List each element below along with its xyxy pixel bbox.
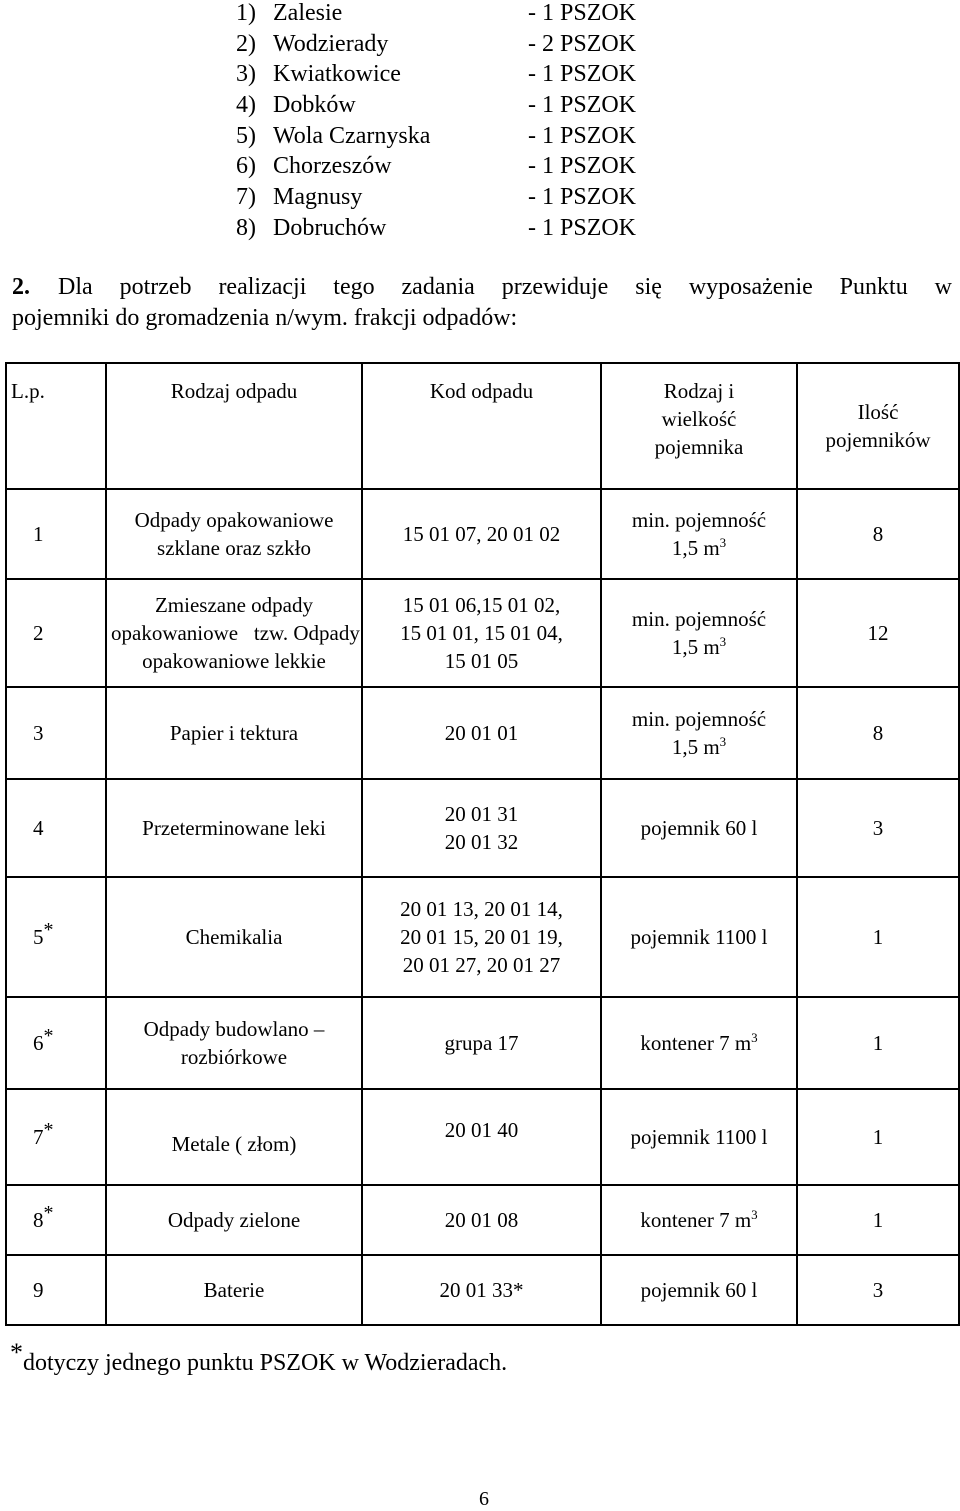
cell-pojemnik: pojemnik 1100 l (601, 1089, 797, 1185)
cell-lp: 7* (6, 1089, 106, 1185)
cell-rodzaj: Odpady budowlano – rozbiórkowe (106, 997, 362, 1089)
cell-lp: 2 (6, 579, 106, 687)
cell-ilosc: 12 (797, 579, 959, 687)
header-pojemnik: Rodzaj i wielkość pojemnika (601, 363, 797, 489)
footnote-text: dotyczy jednego punktu PSZOK w Wodzieradach. (23, 1350, 508, 1376)
cell-rodzaj: Odpady zielone (106, 1185, 362, 1255)
table-row (6, 579, 959, 687)
list-item-count: - 1 PSZOK (528, 122, 637, 149)
footnote-star: * (43, 1119, 54, 1141)
table-row (6, 1185, 959, 1255)
table-header-row (6, 363, 959, 489)
cell-kod: 20 01 40 (362, 1089, 601, 1185)
paragraph-word: się (635, 274, 662, 300)
list-item-count: - 1 PSZOK (528, 214, 637, 241)
header-rodzaj: Rodzaj odpadu (106, 363, 362, 489)
list-item-count: - 1 PSZOK (528, 184, 637, 211)
footnote-star: * (10, 1338, 23, 1367)
list-item-number: 6) (236, 153, 256, 180)
list-item-number: 7) (236, 184, 256, 211)
list-item-town: Wola Czarnyska (273, 122, 431, 149)
paragraph-word: potrzeb (119, 274, 192, 300)
header-ilosc: Ilość pojemników (797, 363, 959, 489)
cell-kod: 20 01 08 (362, 1185, 601, 1255)
cell-pojemnik: min. pojemność 1,5 $m^3$ (601, 687, 797, 779)
cell-pojemnik: pojemnik 60 l (601, 1255, 797, 1325)
list-item-town: Dobków (273, 92, 356, 119)
waste-table (5, 362, 960, 1326)
cell-rodzaj: Odpady opakowaniowe szklane oraz szkło (106, 489, 362, 579)
cell-pojemnik: kontener 7 $m^3$ (601, 1185, 797, 1255)
list-item-count: - 1 PSZOK (528, 61, 637, 88)
cell-ilosc: 1 (797, 997, 959, 1089)
cell-kod: 15 01 07, 20 01 02 (362, 489, 601, 579)
cell-ilosc: 8 (797, 687, 959, 779)
cell-kod: 20 01 33* (362, 1255, 601, 1325)
table-row (6, 877, 959, 997)
cell-ilosc: 3 (797, 779, 959, 877)
list-item-town: Zalesie (273, 0, 343, 26)
cell-pojemnik: kontener 7 $m^3$ (601, 997, 797, 1089)
page-number: 6 (479, 1488, 489, 1510)
cell-pojemnik: pojemnik 60 l (601, 779, 797, 877)
paragraph-line-2: pojemniki do gromadzenia n/wym. frakcji odpadów: (12, 305, 518, 331)
table-row (6, 997, 959, 1089)
cell-lp: 6* (6, 997, 106, 1089)
list-item-town: Wodzierady (273, 30, 389, 57)
cell-lp: 5* (6, 877, 106, 997)
cell-lp: 9 (6, 1255, 106, 1325)
table-row (6, 779, 959, 877)
paragraph-word: przewiduje (501, 274, 609, 300)
footnote-star: * (43, 1025, 54, 1047)
cell-lp: 4 (6, 779, 106, 877)
footnote-star: * (43, 1202, 54, 1224)
cell-ilosc: 1 (797, 1185, 959, 1255)
table-row (6, 687, 959, 779)
cell-pojemnik: min. pojemność 1,5 $m^3$ (601, 579, 797, 687)
list-item-number: 3) (236, 61, 256, 88)
paragraph-line-1 (12, 272, 952, 303)
cell-ilosc: 8 (797, 489, 959, 579)
paragraph-word: realizacji (218, 274, 307, 300)
list-item-count: - 1 PSZOK (528, 92, 637, 119)
list-item-town: Chorzeszów (273, 153, 392, 180)
section-paragraph (12, 272, 952, 334)
cell-ilosc: 1 (797, 1089, 959, 1185)
cell-ilosc: 1 (797, 877, 959, 997)
cell-kod: 15 01 06,15 01 02, 15 01 01, 15 01 04, 15 01 05 (362, 579, 601, 687)
list-item-count: - 1 PSZOK (528, 153, 637, 180)
paragraph-word: wyposażenie (688, 274, 813, 300)
header-kod: Kod odpadu (362, 363, 601, 489)
table-row (6, 1089, 959, 1185)
cell-rodzaj: Przeterminowane leki (106, 779, 362, 877)
list-item-number: 5) (236, 122, 256, 149)
list-item-number: 8) (236, 214, 256, 241)
list-item-count: - 1 PSZOK (528, 0, 637, 26)
cell-pojemnik: min. pojemność 1,5 $m^3$ (601, 489, 797, 579)
list-item-count: - 2 PSZOK (528, 30, 637, 57)
list-item-town: Kwiatkowice (273, 61, 401, 88)
table-row (6, 489, 959, 579)
cell-kod: 20 01 13, 20 01 14, 20 01 15, 20 01 19, 20 01 27, 20 01 27 (362, 877, 601, 997)
cell-lp: 8* (6, 1185, 106, 1255)
paragraph-word: zadania (401, 274, 475, 300)
list-item-town: Dobruchów (273, 214, 387, 241)
footnote (10, 1338, 508, 1377)
cell-rodzaj: Baterie (106, 1255, 362, 1325)
cell-ilosc: 3 (797, 1255, 959, 1325)
cell-pojemnik: pojemnik 1100 l (601, 877, 797, 997)
cell-rodzaj: Zmieszane odpady opakowaniowe tzw. Odpady opakowaniowe lekkie (106, 579, 362, 687)
list-item-number: 4) (236, 92, 256, 119)
list-item-town: Magnusy (273, 184, 363, 211)
paragraph-word: Punktu (839, 274, 908, 300)
list-item-number: 1) (236, 0, 256, 26)
paragraph-word: Dla (58, 274, 93, 300)
cell-kod: 20 01 01 (362, 687, 601, 779)
paragraph-word: tego (333, 274, 375, 300)
section-number: 2. (12, 274, 30, 300)
cell-lp: 1 (6, 489, 106, 579)
table-row (6, 1255, 959, 1325)
paragraph-word: w (934, 274, 952, 300)
list-item-number: 2) (236, 30, 256, 57)
cell-rodzaj: Metale ( złom) (106, 1089, 362, 1185)
header-lp: L.p. (6, 363, 106, 489)
cell-rodzaj: Papier i tektura (106, 687, 362, 779)
cell-kod: grupa 17 (362, 997, 601, 1089)
cell-kod: 20 01 31 20 01 32 (362, 779, 601, 877)
cell-rodzaj: Chemikalia (106, 877, 362, 997)
footnote-star: * (43, 919, 54, 941)
cell-lp: 3 (6, 687, 106, 779)
